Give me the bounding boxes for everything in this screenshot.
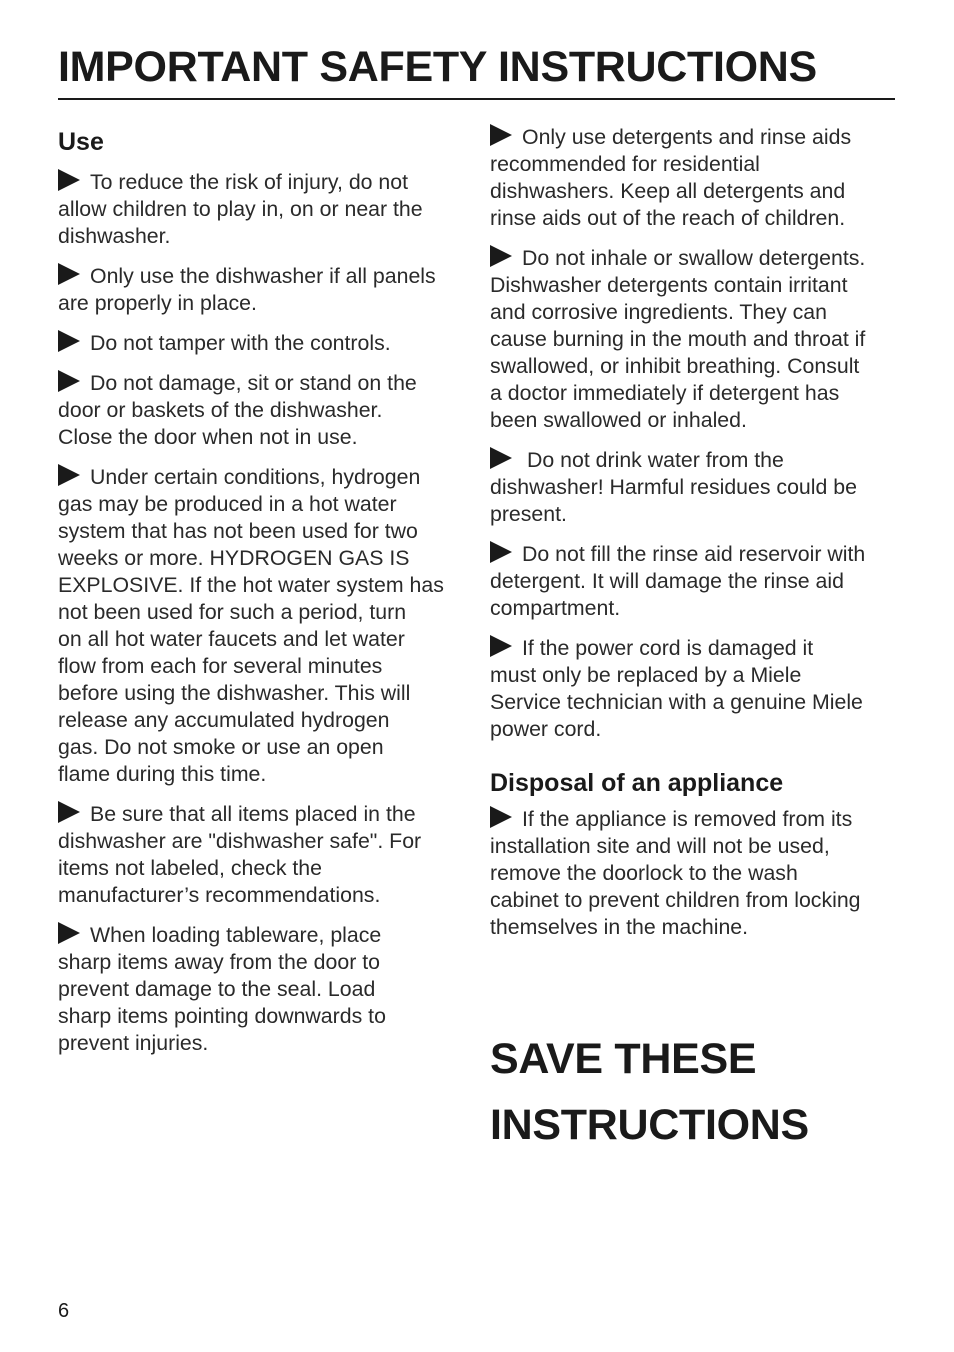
- arrow-bullet-icon: [58, 330, 80, 352]
- arrow-bullet-icon: [490, 447, 512, 469]
- safety-item: If the power cord is damaged it must only be replaced by a Miele Service technician with a genuine Miele power cord.: [490, 636, 863, 741]
- section-spacer: [490, 756, 900, 765]
- arrow-bullet-icon: [490, 245, 512, 267]
- arrow-bullet-icon: [58, 370, 80, 392]
- arrow-bullet-icon: [58, 263, 80, 285]
- save-line-1: SAVE THESE: [490, 1035, 757, 1083]
- safety-item: Only use the dishwasher if all panels are properly in place.: [58, 264, 436, 315]
- safety-item: Do not drink water from the dishwasher! Harmful residues could be present.: [490, 448, 857, 526]
- safety-item: Do not inhale or swallow detergents. Dishwasher detergents contain irritant and corrosive ingredients. They can cause burning in the mouth and throat if swallowed, or inhibit breathing. Consult a doctor immediately if detergent has been swallowed or inhaled.: [490, 246, 866, 432]
- left-column: [58, 124, 468, 1070]
- section-heading-use: Use: [58, 128, 104, 156]
- arrow-bullet-icon: [58, 922, 80, 944]
- safety-item: Do not damage, sit or stand on the door or baskets of the dishwasher. Close the door when not in use.: [58, 371, 417, 449]
- safety-item: Under certain conditions, hydrogen gas may be produced in a hot water system that has not been used for two weeks or more. HYDROGEN GAS IS EXPLOSIVE. If the hot water system has not been used for such a period, turn on all hot water faucets and let water flow from each for several minutes before using the dishwasher. This will release any accumulated hydrogen gas. Do not smoke or use an open flame during this time.: [58, 465, 444, 786]
- safety-item: Only use detergents and rinse aids recommended for residential dishwashers. Keep all detergents and rinse aids out of the reach of children.: [490, 125, 852, 230]
- page-number: 6: [58, 1300, 70, 1322]
- arrow-bullet-icon: [490, 806, 512, 828]
- page-title: IMPORTANT SAFETY INSTRUCTIONS: [58, 43, 817, 91]
- safety-item: When loading tableware, place sharp items away from the door to prevent damage to the seal. Load sharp items pointing downwards to prevent injuries.: [58, 923, 386, 1055]
- save-line-2: INSTRUCTIONS: [490, 1101, 809, 1149]
- safety-item: Be sure that all items placed in the dishwasher are "dishwasher safe". For items not labeled, check the manufacturer’s recommendations.: [58, 802, 422, 907]
- save-instructions-heading: [490, 1026, 809, 1158]
- arrow-bullet-icon: [58, 169, 80, 191]
- section-heading-disposal: Disposal of an appliance: [490, 769, 784, 797]
- title-divider: [58, 98, 895, 100]
- arrow-bullet-icon: [58, 801, 80, 823]
- arrow-bullet-icon: [490, 635, 512, 657]
- arrow-bullet-icon: [490, 124, 512, 146]
- safety-item: Do not tamper with the controls.: [58, 330, 468, 357]
- safety-item: Do not fill the rinse aid reservoir with detergent. It will damage the rinse aid compartment.: [490, 542, 866, 620]
- arrow-bullet-icon: [490, 541, 512, 563]
- safety-item: If the appliance is removed from its installation site and will not be used, remove the doorlock to the wash cabinet to prevent children from locking themselves in the machine.: [490, 807, 861, 939]
- safety-item: To reduce the risk of injury, do not allow children to play in, on or near the dishwasher.: [58, 170, 423, 248]
- arrow-bullet-icon: [58, 464, 80, 486]
- right-column: [490, 124, 900, 954]
